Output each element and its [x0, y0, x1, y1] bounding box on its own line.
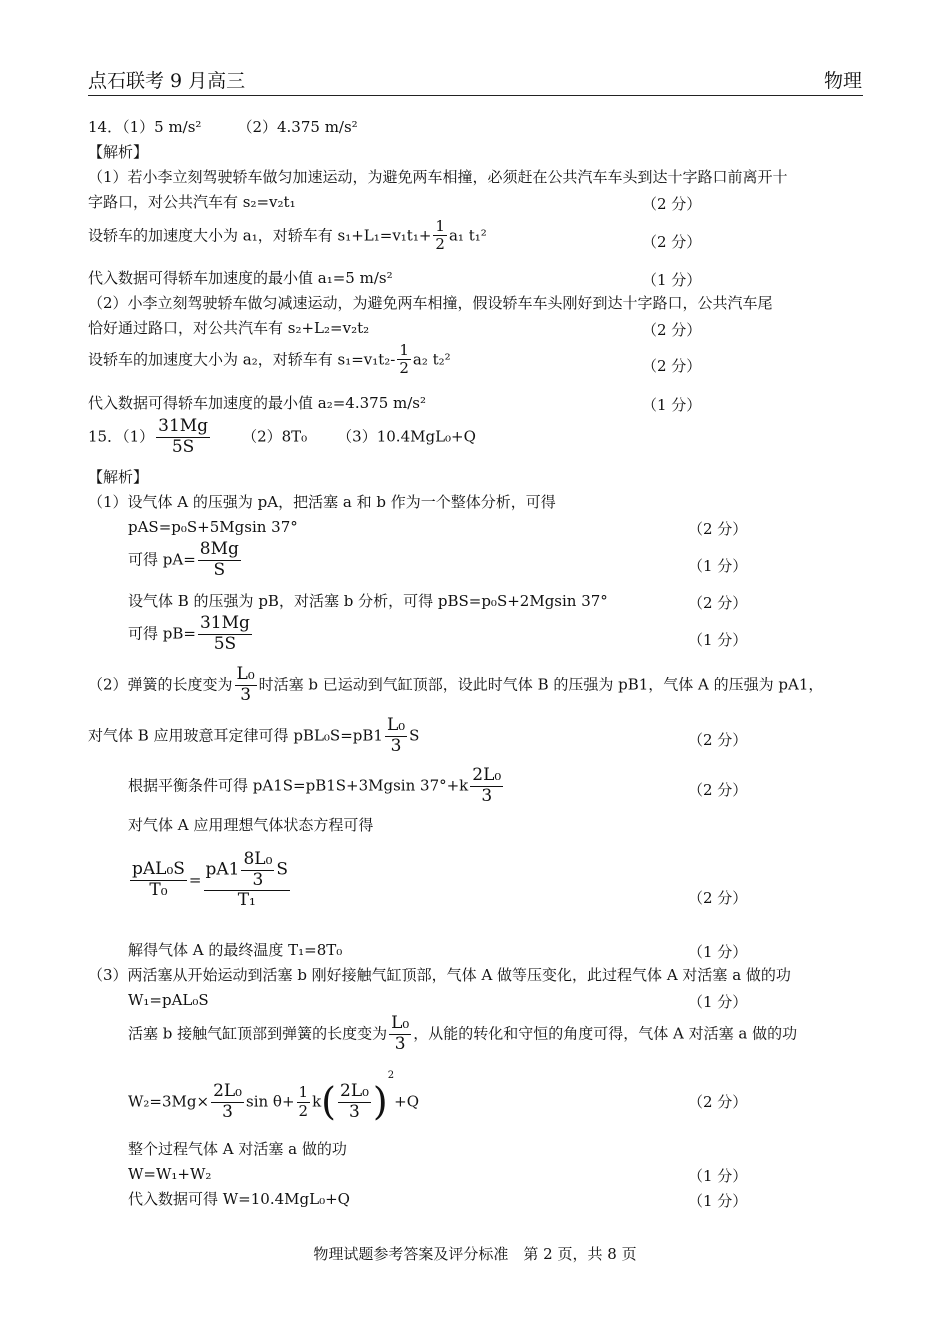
q14-jiexi: 【解析】	[88, 143, 149, 161]
q15-b1	[88, 665, 823, 705]
q15-score-7: （2 分）	[688, 889, 748, 907]
q15-c7: 代入数据可得 W=10.4MgL₀+Q	[128, 1190, 350, 1208]
gas-eq-right-S: S	[276, 859, 289, 880]
q14-p5-text: 设轿车的加速度大小为 a₂，对轿车有 s₁=v₁t₂-	[88, 350, 396, 369]
q14-score-6: （1 分）	[642, 396, 702, 414]
q14-p5	[88, 342, 451, 378]
q14-p2	[88, 218, 487, 254]
q15-score-5: （2 分）	[688, 731, 748, 749]
q14-p5-tail: a₂ t₂²	[412, 350, 451, 369]
q15-score-4: （1 分）	[688, 631, 748, 649]
q14-p4-line2: 恰好通过路口，对公共汽车有 s₂+L₂=v₂t₂	[88, 319, 370, 337]
q15-b3-pre: 根据平衡条件可得 pA1S=pB1S+3Mgsin 37°+k	[128, 776, 469, 795]
gas-eq-left-num: pAL₀S	[132, 859, 185, 880]
q15-c1: （3）两活塞从开始运动到活塞 b 刚好接触气缸顶部，气体 A 做等压变化，此过程气体 A 对活塞 a 做的功	[88, 966, 791, 984]
q15-b3	[128, 766, 505, 806]
q15-c4-k: k	[312, 1092, 322, 1111]
q15-score-6: （2 分）	[688, 781, 748, 799]
gas-eq-left-den: T₀	[149, 879, 168, 900]
q15-c2: W₁=pAL₀S	[128, 991, 209, 1009]
2L0-over-3-num: 2L₀	[472, 765, 502, 785]
square-exponent: 2	[387, 1070, 395, 1081]
q15-a5	[128, 614, 254, 654]
q15-a3-pre: 可得 pA=	[128, 550, 196, 569]
q15-answer-2: （2）8T₀	[242, 427, 308, 446]
left-paren: (	[321, 1079, 336, 1124]
q15-c3	[128, 1014, 797, 1054]
header-left: 点石联考 9 月高三	[88, 70, 246, 92]
q15-b5: 解得气体 A 的最终温度 T₁=8T₀	[128, 941, 343, 959]
gas-eq-equals: =	[188, 870, 202, 889]
q15-a3	[128, 540, 243, 580]
half-numerator-2: 1	[399, 341, 409, 359]
q15-number: 15．（1）	[88, 427, 155, 446]
q14-answers	[88, 118, 358, 137]
q14-answer-2: （2）4.375 m/s²	[237, 118, 358, 136]
L0-over-3-num: L₀	[236, 664, 255, 684]
q15-c6: W=W₁+W₂	[128, 1165, 212, 1183]
q15-jiexi: 【解析】	[88, 468, 149, 486]
q14-p4-line1: （2）小李立刻驾驶轿车做匀减速运动，为避免两车相撞，假设轿车车头刚好到达十字路口，公共汽车尾	[88, 294, 773, 312]
q15-answers	[88, 417, 476, 457]
q15-b2-pre: 对气体 B 应用玻意耳定律可得 pBL₀S=pB1	[88, 726, 383, 745]
right-paren: )	[372, 1079, 388, 1124]
q14-score-5: （2 分）	[642, 357, 702, 375]
q14-number: 14．	[88, 118, 123, 136]
q15-a2: pAS=p₀S+5Mgsin 37°	[128, 518, 298, 536]
gas-eq-right-pA1: pA1	[205, 859, 240, 880]
q14-p2-tail: a₁ t₁²	[448, 226, 487, 245]
q15-c5: 整个过程气体 A 对活塞 a 做的功	[128, 1140, 347, 1158]
q15-b4: 对气体 A 应用理想气体状态方程可得	[128, 816, 374, 834]
q14-p3: 代入数据可得轿车加速度的最小值 a₁=5 m/s²	[88, 269, 393, 287]
q15-b2-post: S	[409, 726, 420, 745]
half-numerator-3: 1	[298, 1083, 309, 1102]
q14-p6: 代入数据可得轿车加速度的最小值 a₂=4.375 m/s²	[88, 394, 426, 412]
q15-a5-den: 5S	[213, 633, 237, 654]
half-denominator-3: 2	[298, 1101, 309, 1120]
q15-ans1-num: 31Mg	[158, 416, 209, 436]
q15-b1-pre: （2）弹簧的长度变为	[88, 675, 233, 694]
q14-score-3: （1 分）	[642, 271, 702, 289]
page-footer: 物理试题参考答案及评分标准 第 2 页，共 8 页	[313, 1245, 637, 1263]
q15-score-11: （1 分）	[688, 1167, 748, 1185]
8L0-over-3-num: 8L₀	[243, 849, 273, 869]
q15-score-2: （1 分）	[688, 557, 748, 575]
q15-c3-pre: 活塞 b 接触气缸顶部到弹簧的长度变为	[128, 1024, 388, 1043]
q15-score-10: （2 分）	[688, 1093, 748, 1111]
q15-c3-post: ，从能的转化和守恒的角度可得，气体 A 对活塞 a 做的功	[413, 1024, 798, 1043]
q14-score-2: （2 分）	[642, 233, 702, 251]
L0-over-3-num-3: L₀	[391, 1013, 410, 1033]
q15-b1-post: 时活塞 b 已运动到气缸顶部，设此时气体 B 的压强为 pB1，气体 A 的压强为 pA1，	[258, 675, 824, 694]
L0-over-3-den: 3	[240, 684, 252, 705]
q15-a4: 设气体 B 的压强为 pB，对活塞 b 分析，可得 pBS=p₀S+2Mgsin 37°	[128, 592, 608, 610]
q15-answer-3: （3）10.4MgL₀+Q	[337, 427, 476, 446]
q15-score-3: （2 分）	[688, 594, 748, 612]
header-right: 物理	[824, 70, 863, 92]
2L0-over-3-num-2: 2L₀	[213, 1080, 242, 1101]
q14-p2-text: 设轿车的加速度大小为 a₁，对轿车有 s₁+L₁=v₁t₁+	[88, 226, 432, 245]
half-denominator-2: 2	[399, 359, 409, 378]
q14-score-4: （2 分）	[642, 321, 702, 339]
2L0-over-3-num-3: 2L₀	[340, 1080, 369, 1101]
q15-ans1-den: 5S	[171, 436, 195, 457]
q15-score-8: （1 分）	[688, 943, 748, 961]
2L0-over-3-den-3: 3	[349, 1101, 360, 1122]
q14-p1-line1: （1）若小李立刻驾驶轿车做匀加速运动，为避免两车相撞，必须赶在公共汽车车头到达十字路口前离开十	[88, 168, 788, 186]
q15-a1: （1）设气体 A 的压强为 pA，把活塞 a 和 b 作为一个整体分析，可得	[88, 493, 556, 511]
q14-p1-equation: s₂=v₂t₁	[242, 193, 296, 211]
L0-over-3-den-2: 3	[390, 735, 402, 756]
q14-score-1: （2 分）	[642, 195, 702, 213]
q15-c4-pre: W₂=3Mg×	[128, 1092, 210, 1111]
q15-gas-equation	[128, 850, 292, 911]
q14-p1-text: 字路口，对公共汽车有	[88, 193, 243, 211]
q15-a5-num: 31Mg	[199, 613, 250, 633]
L0-over-3-den-3: 3	[394, 1033, 406, 1054]
L0-over-3-num-2: L₀	[386, 715, 406, 735]
q15-score-12: （1 分）	[688, 1192, 748, 1210]
gas-eq-right-den: T₁	[237, 890, 256, 911]
q15-score-1: （2 分）	[688, 520, 748, 538]
q15-c4-post: +Q	[394, 1092, 419, 1111]
q15-b2	[88, 716, 419, 756]
2L0-over-3-den-2: 3	[222, 1101, 233, 1122]
header-rule	[88, 95, 863, 96]
q15-a5-pre: 可得 pB=	[128, 624, 196, 643]
half-denominator: 2	[435, 235, 445, 254]
q15-c4	[128, 1070, 419, 1126]
2L0-over-3-den: 3	[481, 785, 493, 806]
q14-p1-line2	[88, 193, 296, 212]
8L0-over-3-den: 3	[252, 869, 264, 890]
q15-score-9: （1 分）	[688, 993, 748, 1011]
half-numerator: 1	[435, 217, 445, 235]
q15-a3-den: S	[213, 559, 226, 580]
q15-a3-num: 8Mg	[199, 539, 239, 559]
q15-c4-mid: sin θ+	[246, 1092, 295, 1111]
q14-answer-1: （1）5 m/s²	[122, 118, 202, 136]
